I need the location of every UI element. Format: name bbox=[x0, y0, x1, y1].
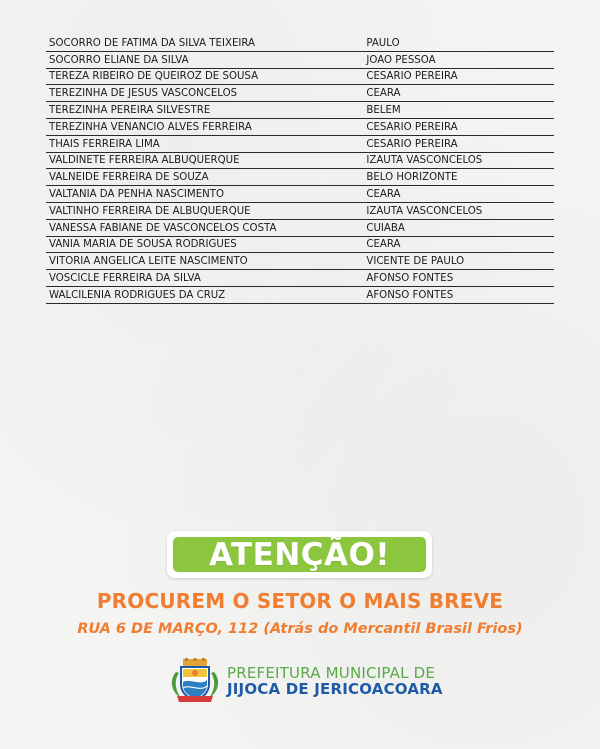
names-table bbox=[46, 35, 554, 304]
notice-headline: PROCUREM O SETOR O MAIS BREVE bbox=[96, 589, 504, 613]
person-location: AFONSO FONTES bbox=[363, 270, 554, 287]
table-row bbox=[46, 35, 554, 51]
logo-line2: JIJOCA DE JERICOACOARA bbox=[227, 680, 443, 698]
person-location: CESARIO PEREIRA bbox=[363, 68, 554, 85]
person-location: CUIABA bbox=[363, 219, 554, 236]
logo-line1: PREFEITURA MUNICIPAL DE bbox=[227, 664, 436, 682]
table-row bbox=[46, 219, 554, 236]
person-name: TEREZINHA PEREIRA SILVESTRE bbox=[46, 102, 363, 119]
prefeitura-logo bbox=[167, 658, 443, 704]
table-row bbox=[46, 68, 554, 85]
person-name: VANESSA FABIANE DE VASCONCELOS COSTA bbox=[46, 219, 363, 236]
municipal-crest-icon bbox=[167, 658, 223, 704]
person-name: SOCORRO DE FATIMA DA SILVA TEIXEIRA bbox=[46, 35, 363, 51]
person-location: BELEM bbox=[363, 102, 554, 119]
person-name: VALTINHO FERREIRA DE ALBUQUERQUE bbox=[46, 202, 363, 219]
table-row bbox=[46, 135, 554, 152]
person-location: VICENTE DE PAULO bbox=[363, 253, 554, 270]
person-name: WALCILENIA RODRIGUES DA CRUZ bbox=[46, 286, 363, 303]
table-row bbox=[46, 118, 554, 135]
person-name: TEREZA RIBEIRO DE QUEIROZ DE SOUSA bbox=[46, 68, 363, 85]
table-row bbox=[46, 169, 554, 186]
attention-banner-text: ATENÇÃO! bbox=[208, 536, 391, 573]
person-location: IZAUTA VASCONCELOS bbox=[363, 152, 554, 169]
table-row bbox=[46, 270, 554, 287]
person-location: IZAUTA VASCONCELOS bbox=[363, 202, 554, 219]
table-row bbox=[46, 85, 554, 102]
table-row bbox=[46, 236, 554, 253]
table-row bbox=[46, 51, 554, 68]
person-location: CESARIO PEREIRA bbox=[363, 135, 554, 152]
person-location: CEARA bbox=[363, 186, 554, 203]
person-name: VALTANIA DA PENHA NASCIMENTO bbox=[46, 186, 363, 203]
attention-banner bbox=[167, 531, 432, 578]
attention-banner-fill bbox=[173, 537, 426, 572]
person-location: AFONSO FONTES bbox=[363, 286, 554, 303]
person-name: THAIS FERREIRA LIMA bbox=[46, 135, 363, 152]
person-location: BELO HORIZONTE bbox=[363, 169, 554, 186]
notice-address: RUA 6 DE MARÇO, 112 (Atrás do Mercantil Brasil Frios) bbox=[77, 621, 523, 637]
table-row bbox=[46, 253, 554, 270]
person-name: VITORIA ANGELICA LEITE NASCIMENTO bbox=[46, 253, 363, 270]
table-row bbox=[46, 102, 554, 119]
person-location: PAULO bbox=[363, 35, 554, 51]
person-location: JOAO PESSOA bbox=[363, 51, 554, 68]
table-row bbox=[46, 186, 554, 203]
person-name: VALNEIDE FERREIRA DE SOUZA bbox=[46, 169, 363, 186]
person-name: VALDINETE FERREIRA ALBUQUERQUE bbox=[46, 152, 363, 169]
table-row bbox=[46, 152, 554, 169]
table-row bbox=[46, 202, 554, 219]
person-location: CESARIO PEREIRA bbox=[363, 118, 554, 135]
person-name: VOSCICLE FERREIRA DA SILVA bbox=[46, 270, 363, 287]
person-name: TEREZINHA VENANCIO ALVES FERREIRA bbox=[46, 118, 363, 135]
person-location: CEARA bbox=[363, 236, 554, 253]
table-row bbox=[46, 286, 554, 303]
person-location: CEARA bbox=[363, 85, 554, 102]
person-name: SOCORRO ELIANE DA SILVA bbox=[46, 51, 363, 68]
person-name: VANIA MARIA DE SOUSA RODRIGUES bbox=[46, 236, 363, 253]
person-name: TEREZINHA DE JESUS VASCONCELOS bbox=[46, 85, 363, 102]
